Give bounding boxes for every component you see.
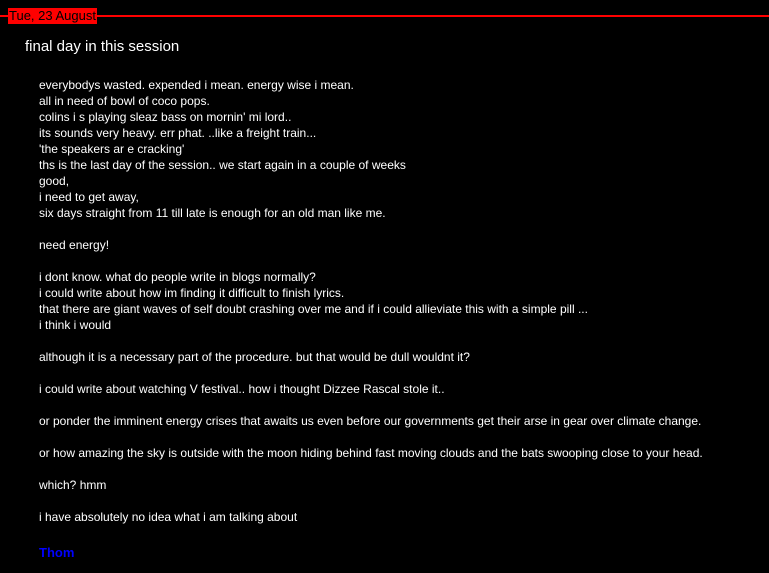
post-line: good, <box>39 174 70 188</box>
post-line: i dont know. what do people write in blogs normally? <box>39 270 316 284</box>
post-line: or ponder the imminent energy crises that awaits us even before our governments get their arse in gear over climate change. <box>39 414 702 428</box>
post-blank-line <box>39 397 767 413</box>
post-blank-line <box>39 221 767 237</box>
post-line: colins i s playing sleaz bass on mornin' mi lord.. <box>39 110 292 124</box>
post-body <box>39 77 767 525</box>
post-line: everybodys wasted. expended i mean. energy wise i mean. <box>39 78 354 92</box>
author-link[interactable]: Thom <box>39 545 75 560</box>
post-line: 'the speakers ar e cracking' <box>39 142 185 156</box>
post-line: although it is a necessary part of the procedure. but that would be dull wouldnt it? <box>39 350 470 364</box>
post-line: i could write about how im finding it difficult to finish lyrics. <box>39 286 345 300</box>
post-line: i need to get away, <box>39 190 139 204</box>
post-line: i could write about watching V festival.. how i thought Dizzee Rascal stole it.. <box>39 382 445 396</box>
post-blank-line <box>39 333 767 349</box>
post-line: six days straight from 11 till late is enough for an old man like me. <box>39 206 386 220</box>
date-divider-line <box>0 15 769 17</box>
post-line: its sounds very heavy. err phat. ..like a freight train... <box>39 126 317 140</box>
post-line: all in need of bowl of coco pops. <box>39 94 210 108</box>
post-blank-line <box>39 461 767 477</box>
post-line: or how amazing the sky is outside with the moon hiding behind fast moving clouds and the bats swooping close to your head. <box>39 446 703 460</box>
post-line: i think i would <box>39 318 112 332</box>
post-line: which? hmm <box>39 478 107 492</box>
post-line: i have absolutely no idea what i am talking about <box>39 510 298 524</box>
post-date: Tue, 23 August <box>9 8 96 23</box>
post-blank-line <box>39 253 767 269</box>
post-line: need energy! <box>39 238 110 252</box>
date-header <box>0 6 769 25</box>
post-blank-line <box>39 429 767 445</box>
post-blank-line <box>39 365 767 381</box>
post-line: that there are giant waves of self doubt crashing over me and if i could allieviate this with a simple pill ... <box>39 302 588 316</box>
post-title: final day in this session <box>25 38 180 55</box>
post-line: ths is the last day of the session.. we start again in a couple of weeks <box>39 158 406 172</box>
post-blank-line <box>39 493 767 509</box>
